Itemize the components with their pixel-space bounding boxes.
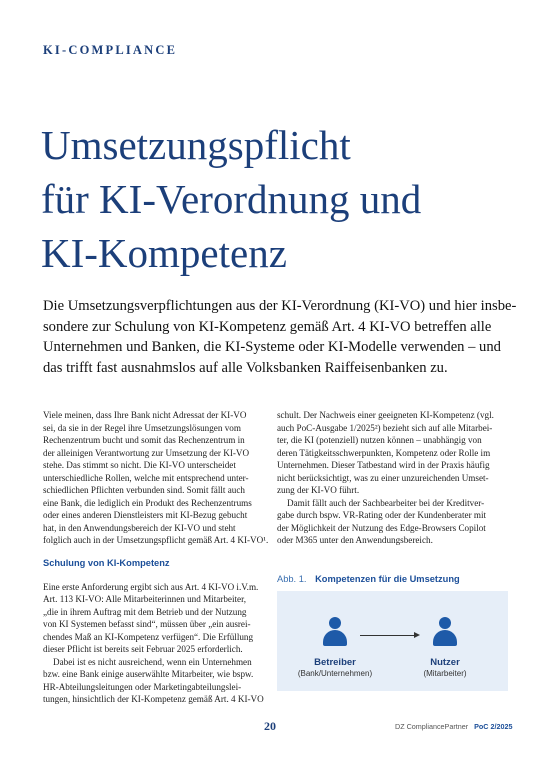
left-column (43, 409, 269, 706)
text-line: sei, da sie in der Regel ihre Umsetzungslösungen vom (43, 422, 241, 433)
lead-line: Unternehmen und Banken, die KI-Systeme oder KI-Modelle verwenden – und (43, 339, 501, 355)
right-column (277, 409, 507, 547)
text-line: chendes Maß an KI-Kompetenz verfügen“. Die Erfüllung (43, 631, 254, 642)
text-line: hat, in den Anwendungsbereich der KI-VO und steht (43, 522, 236, 533)
text-line: Unternehmen. Dieser Tatbestand wird in der Praxis häufig (277, 460, 490, 471)
nutzer-label (395, 657, 495, 678)
article-title (41, 118, 511, 280)
paragraph (43, 409, 269, 547)
text-line: schiedlichen Pflichten verbunden sind. Somit fällt auch (43, 485, 245, 496)
text-line: Art. 113 KI-VO: Alle Mitarbeiterinnen und Mitarbeiter, (43, 594, 247, 605)
text-line: Dabei ist es nicht ausreichend, wenn ein Unternehmen (53, 656, 252, 667)
text-line: stehe. Das stimmt so nicht. Die KI-VO unterscheidet (43, 460, 236, 471)
text-line: dieser Pflicht ist bereits seit Februar 2025 erforderlich. (43, 644, 243, 655)
text-line: eine Bank, die lediglich ein Produkt des Rechenzentrums (43, 497, 252, 508)
text-line: auch PoC-Ausgabe 1/2025²) bezieht sich auf alle Mitarbei- (277, 422, 493, 433)
figure-caption-text: Kompetenzen für die Umsetzung (315, 574, 460, 584)
betreiber-label (285, 657, 385, 678)
page-number: 20 (264, 719, 276, 733)
text-line: bzw. eine Bank einige auserwählte Mitarbeiter, wie bspw. (43, 669, 254, 680)
text-line: folglich auch in der Umsetzungspflicht gemäß Art. 4 KI-VO¹. (43, 535, 269, 546)
text-line: ter, die KI (potenziell) nutzen können – unabhängig von (277, 435, 482, 446)
text-line: der alleinigen Verantwortung zur Umsetzung der KI-VO (43, 447, 250, 458)
figure-label-sub: (Mitarbeiter) (423, 669, 467, 678)
lead-line: das trifft fast ausnahmslos auf alle Volksbanken Raiffeisenbanken zu. (43, 359, 448, 376)
title-line: für KI-Verordnung und (41, 176, 422, 222)
figure-label-main: Nutzer (430, 657, 460, 668)
text-line: gabe durch bspw. VR-Rating oder der Kundenberater mit (277, 510, 487, 521)
text-line: oder eines anderen Dienstleisters mit KI-Bezug gebucht (43, 510, 248, 521)
text-line: Eine erste Anforderung ergibt sich aus Art. 4 KI-VO i.V.m. (43, 581, 259, 592)
text-line: Rechenzentrum bucht und somit das Rechenzentrum in (43, 435, 245, 446)
lead-line: Die Umsetzungsverpflichtungen aus der KI-Verordnung (KI-VO) und hier insbe- (43, 298, 517, 314)
text-line: zung der KI-VO führt. (277, 485, 360, 496)
text-line: Viele meinen, dass Ihre Bank nicht Adressat der KI-VO (43, 410, 247, 420)
paragraph (277, 497, 507, 547)
figure-box (277, 591, 508, 691)
text-line: tungen, hinsichtlich der KI-Kompetenz gemäß Art. 4 KI-VO (43, 694, 264, 705)
section-kicker: KI-COMPLIANCE (43, 43, 178, 57)
issue-label: PoC 2/2025 (474, 722, 513, 731)
person-icon (432, 617, 458, 647)
figure-number: Abb. 1. (277, 574, 307, 584)
text-line: „die in ihrem Auftrag mit dem Betrieb und der Nutzung (43, 606, 247, 617)
paragraph (43, 581, 269, 656)
publisher-name: DZ CompliancePartner (395, 722, 469, 731)
person-icon (322, 617, 348, 647)
paragraph (43, 656, 269, 706)
subheading: Schulung von KI-Kompetenz (43, 558, 170, 569)
text-line: deren Tätigkeitsschwerpunkten, Kompetenz oder Rolle im (277, 447, 491, 458)
text-line: nicht berücksichtigt, was zu einer unzureichenden Umset- (277, 472, 489, 483)
lead-paragraph (43, 296, 517, 378)
figure-caption (277, 574, 460, 584)
figure-label-main: Betreiber (314, 657, 356, 668)
title-line: Umsetzungspflicht (41, 122, 351, 168)
text-line: von KI Systemen befasst sind“, müssen über „ein ausrei- (43, 619, 251, 630)
title-line: KI-Kompetenz (41, 230, 287, 276)
text-line: Damit fällt auch der Sachbearbeiter bei der Kreditver- (287, 497, 485, 508)
text-line: unterschiedliche Rollen, welche mit entsprechend unter- (43, 472, 249, 483)
paragraph (277, 409, 507, 497)
text-line: oder M365 unter den Anwendungsbereich. (277, 535, 433, 546)
footer (395, 722, 512, 731)
text-line: HR-Abteilungsleitungen oder Marketingabteilungslei- (43, 681, 242, 692)
figure-label-sub: (Bank/Unternehmen) (297, 669, 373, 678)
text-line: schult. Der Nachweis einer geeigneten KI-Kompetenz (vgl. (277, 410, 494, 420)
lead-line: sondere zur Schulung von KI-Kompetenz gemäß Art. 4 KI-VO betreffen alle (43, 318, 492, 335)
arrow-right-icon (360, 635, 418, 636)
text-line: der Möglichkeit der Nutzung des Edge-Browsers Copilot (277, 522, 486, 533)
